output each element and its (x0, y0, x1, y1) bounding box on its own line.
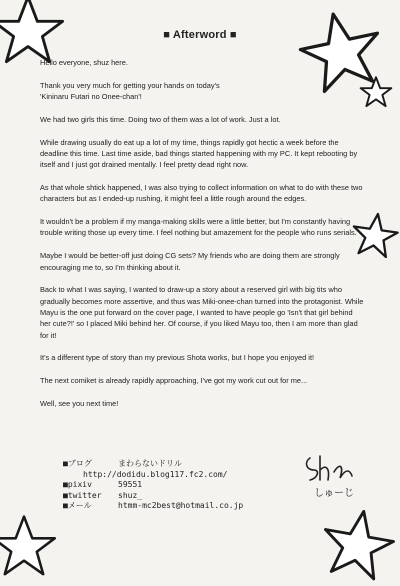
contact-value: shuz_ (118, 490, 143, 500)
star-bottom-left-icon (0, 514, 56, 578)
paragraph: As that whole shtick happened, I was also trying to collect information on what to do with these two characters but as I ended-up rushing, it might feel a little rough around the edges. (40, 183, 363, 204)
contact-label: ■twitter (63, 490, 102, 500)
contact-mail (63, 501, 303, 512)
contact-blog-url[interactable] (63, 470, 303, 481)
contact-label: ■pixiv (63, 480, 92, 489)
paragraph: Back to what I was saying, I wanted to draw-up a story about a reserved girl with big tits who gradually becomes more assertive, and thus was Miki-onee-chan turned into the protagonist. While Mayu is the one put forward on the cover page, I wanted to have people go 'Isn't that girl behind her cute?!' so I placed Miki behind her. Of course, if you liked Mayu too, then I am more than glad for it! (40, 285, 364, 340)
signature (300, 452, 370, 500)
paragraph: It wouldn't be a problem if my manga-making skills were a little better, but I'm constantly having trouble writing those up every time. I feel nothing but amazement for the people who runs serials. (40, 217, 357, 238)
page-title: ■ Afterword ■ (163, 29, 237, 41)
contact-value[interactable]: htmm-mc2best@hotmail.co.jp (118, 501, 244, 510)
contact-label: ■メール (63, 501, 92, 510)
contact-pixiv (63, 480, 303, 491)
paragraph: While drawing usually do eat up a lot of my time, things rapidly got hectic a week before the deadline this time. Last time aside, bad things started happening with my PC. It kept rebooting by itself and I just got drained mentally. I feel pretty dead right now. (40, 137, 358, 170)
contact-label: ■ブログ (63, 459, 92, 468)
paragraph: Maybe I would be better-off just doing CG sets? My friends who are doing them are strongly encouraging me to, so I'm thinking about it. (40, 251, 340, 272)
contact-value: 59551 (118, 480, 143, 489)
paragraph: Well, see you next time! (40, 398, 119, 408)
paragraph-line: Thank you very much for getting your hands on today's (40, 80, 220, 90)
star-bottom-right-icon (322, 508, 394, 580)
paragraph: We had two girls this time. Doing two of them was a lot of work. Just a lot. (40, 114, 281, 124)
contact-value: まわらないドリル (118, 459, 182, 468)
contact-twitter (63, 491, 303, 502)
signature-kana: しゅーじ (314, 488, 354, 499)
paragraph: It's a different type of story than my previous Shota works, but I hope you enjoyed it! (40, 353, 315, 363)
paragraph-line: 'Kininaru Futari no Onee-chan'! (40, 92, 142, 102)
paragraph (40, 80, 365, 103)
paragraph: Hello everyone, shuz here. (40, 58, 128, 67)
paragraph: The next comiket is already rapidly approaching, I've got my work cut out for me... (40, 376, 308, 386)
afterword-body (40, 57, 365, 421)
contact-blog (63, 459, 303, 470)
blog-url-link[interactable]: http://dodidu.blog117.fc2.com/ (83, 469, 228, 479)
contact-list (63, 459, 303, 512)
